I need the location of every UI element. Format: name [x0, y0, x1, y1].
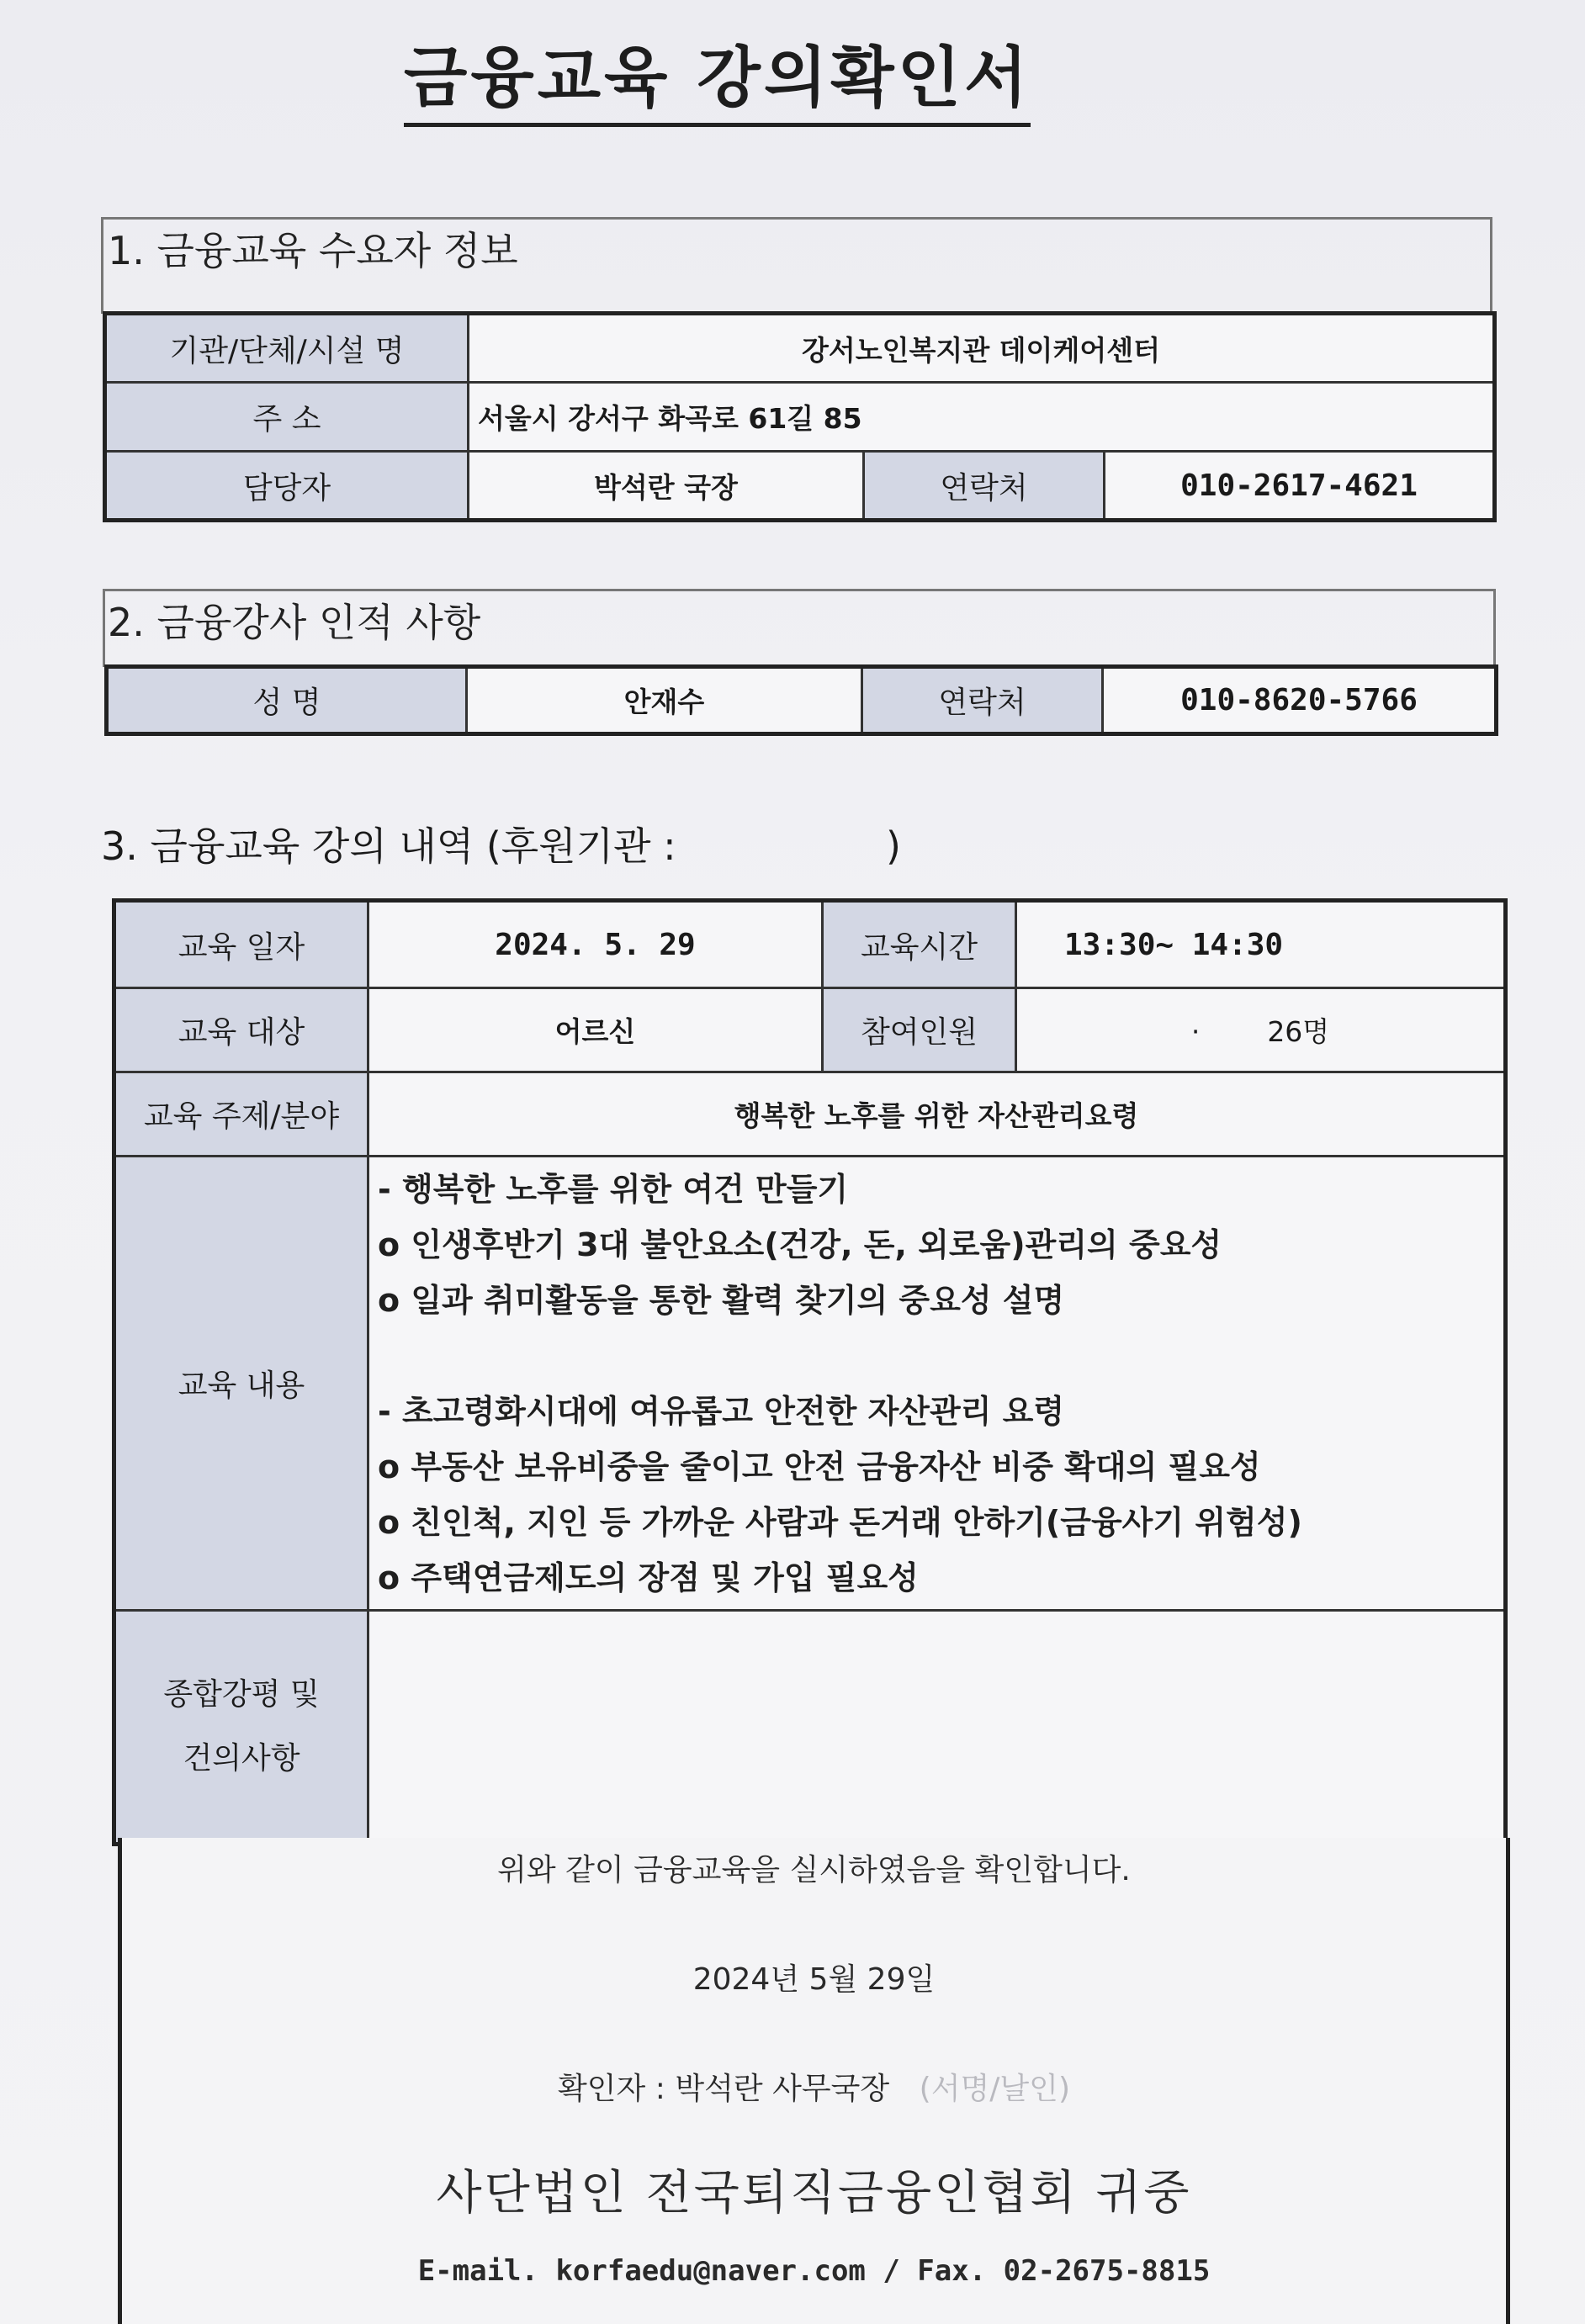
instructor-contact-value: 010-8620-5766 [1103, 667, 1497, 734]
section3-table [112, 898, 1508, 1846]
content-line-5: o 부동산 보유비중을 줄이고 안전 금융자산 비중 확대의 필요성 [378, 1448, 1261, 1485]
edu-date-label: 교육 일자 [114, 901, 368, 988]
org-label: 기관/단체/시설 명 [105, 314, 469, 383]
topic-label: 교육 주제/분야 [114, 1072, 368, 1157]
edu-time-label: 교육시간 [823, 901, 1016, 988]
edu-target-label: 교육 대상 [114, 988, 368, 1072]
content-line-3: o 일과 취미활동을 통한 활력 찾기의 중요성 설명 [378, 1281, 1065, 1319]
confirm-statement: 위와 같이 금융교육을 실시하였음을 확인합니다. [497, 1853, 1131, 1887]
manager-value: 박석란 국장 [469, 452, 864, 521]
manager-label: 담당자 [105, 452, 469, 521]
document-title: 금융교육 강의확인서 [404, 25, 1031, 127]
participants-mark: · [1190, 1015, 1201, 1048]
participants-label: 참여인원 [823, 988, 1016, 1072]
instructor-name-label: 성 명 [107, 667, 467, 734]
review-value [368, 1611, 1506, 1845]
topic-value: 행복한 노후를 위한 자산관리요령 [368, 1072, 1506, 1157]
sign-hint: (서명/날인) [919, 2072, 1070, 2106]
section1-heading: 1. 금융교육 수요자 정보 [108, 228, 518, 273]
confirmer: 확인자 : 박석란 사무국장 [557, 2072, 890, 2106]
edu-target-value: 어르신 [368, 988, 823, 1072]
content-line-6: o 친인척, 지인 등 가까운 사람과 돈거래 안하기(금융사기 위험성) [378, 1503, 1302, 1541]
section3-heading-text: 3. 금융교육 강의 내역 (후원기관 : [101, 823, 676, 869]
content-line-7: o 주택연금제도의 장점 및 가입 필요성 [378, 1559, 919, 1596]
org-value: 강서노인복지관 데이케어센터 [469, 314, 1495, 383]
address-label: 주 소 [105, 383, 469, 452]
edu-time-value: 13:30~ 14:30 [1016, 901, 1506, 988]
instructor-name-value: 안재수 [467, 667, 862, 734]
participants-cell [1016, 988, 1506, 1072]
review-label-line-1: 종합강평 및 [163, 1677, 320, 1712]
section3-heading [101, 816, 901, 871]
section2-table [104, 664, 1498, 736]
manager-contact-value: 010-2617-4621 [1105, 452, 1495, 521]
content-line-4: - 초고령화시대에 여유롭고 안전한 자산관리 요령 [378, 1392, 1065, 1430]
content-line-1: - 행복한 노후를 위한 여건 만들기 [378, 1170, 849, 1208]
review-label [114, 1611, 368, 1845]
content-line-2: o 인생후반기 3대 불안요소(건강, 돈, 외로움)관리의 중요성 [378, 1226, 1222, 1263]
footer-contact: E-mail. korfaedu@naver.com / Fax. 02-2675-8815 [417, 2254, 1211, 2288]
section1-table [103, 311, 1497, 522]
edu-date-value: 2024. 5. 29 [368, 901, 823, 988]
confirmer-line [122, 2065, 1506, 2108]
review-label-line-2: 건의사항 [183, 1741, 300, 1776]
instructor-contact-label: 연락처 [862, 667, 1103, 734]
confirmation-area [118, 1838, 1510, 2324]
section2-heading: 2. 금융강사 인적 사항 [108, 600, 481, 645]
manager-contact-label: 연락처 [864, 452, 1105, 521]
section3-heading-close: ) [885, 823, 901, 869]
recipient: 사단법인 전국퇴직금융인협회 귀중 [436, 2166, 1192, 2221]
address-value: 서울시 강서구 화곡로 61길 85 [469, 383, 1495, 452]
confirm-date: 2024년 5월 29일 [692, 1962, 936, 1997]
content-cell [368, 1157, 1506, 1611]
participants-value: 26명 [1267, 1015, 1330, 1048]
content-label: 교육 내용 [114, 1157, 368, 1611]
